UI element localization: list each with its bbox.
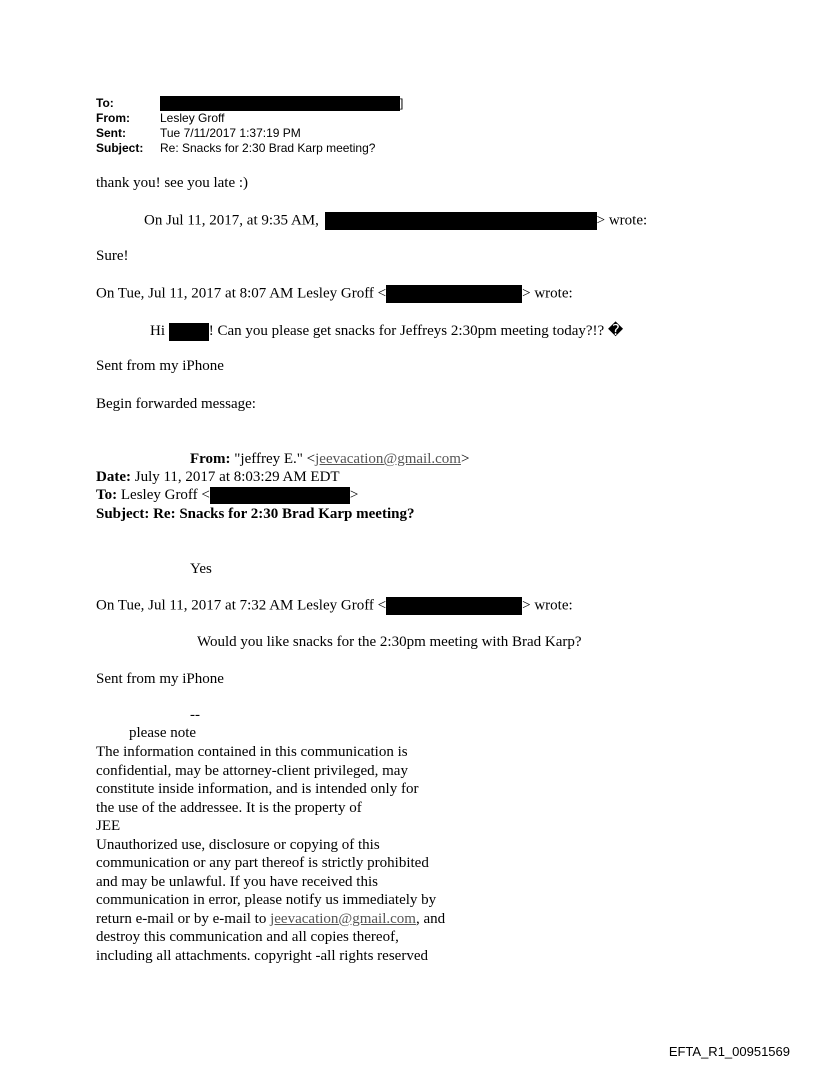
quote-line-2 [96,285,573,303]
fwd-from-label: From: [190,451,231,467]
sent-from-iphone-2: Sent from my iPhone [96,671,224,687]
redaction-bar [160,96,400,111]
hi-line [150,321,623,341]
to-value [160,96,403,111]
redaction-bar [386,597,522,615]
begin-forwarded: Begin forwarded message: [96,396,256,412]
fwd-to-label: To: [96,487,118,503]
fwd-subject-line [96,506,414,523]
question-line: Would you like snacks for the 2:30pm meeting with Brad Karp? [197,634,582,650]
to-bracket: ] [400,96,404,110]
disclaimer-line: The information contained in this communication is [96,744,408,760]
document-id: EFTA_R1_00951569 [668,1044,790,1059]
disclaimer-email-link[interactable]: jeevacation@gmail.com [270,910,416,927]
hi-suffix: ! Can you please get snacks for Jeffreys 2:30pm meeting today?!? � [208,323,624,339]
fwd-from-line [190,451,469,468]
subject-value: Re: Snacks for 2:30 Brad Karp meeting? [160,141,376,155]
quote-3-suffix: > wrote: [522,597,573,614]
subject-label: Subject: [96,141,144,155]
disclaimer-line: Unauthorized use, disclosure or copying of this [96,836,380,853]
from-value: Lesley Groff [160,111,225,125]
disclaimer-block [96,743,445,965]
quote-2-suffix: > wrote: [522,285,573,302]
redaction-bar [210,487,350,504]
fwd-date-line [96,469,340,486]
reply-line: thank you! see you late :) [96,175,249,191]
fwd-from-close: > [460,451,470,467]
sent-label: Sent: [96,126,126,140]
quote-3-prefix: On Tue, Jul 11, 2017 at 7:32 AM Lesley Groff < [96,597,387,614]
fwd-to-close: > [349,487,359,503]
fwd-date-value: July 11, 2017 at 8:03:29 AM EDT [134,469,340,485]
quote-1-suffix: > wrote: [596,212,648,229]
from-label: From: [96,111,130,125]
disclaimer-line [96,910,445,929]
hi-prefix: Hi [150,323,165,339]
sure-line: Sure! [96,248,129,264]
disclaimer-line: and may be unlawful. If you have received this [96,873,378,890]
disclaimer-line: the use of the addressee. It is the property of [96,799,362,816]
redaction-bar [386,285,522,303]
disclaimer-line: communication in error, please notify us immediately by [96,892,437,908]
quote-1-prefix: On Jul 11, 2017, at 9:35 AM, [144,212,319,229]
fwd-from-email-link[interactable]: jeevacation@gmail.com [315,451,461,467]
disclaimer-line: including all attachments. copyright -all rights reserved [96,947,428,964]
fwd-subject: Subject: Re: Snacks for 2:30 Brad Karp meeting? [96,506,415,522]
please-note: please note [129,725,197,741]
disclaimer-line: constitute inside information, and is intended only for [96,781,419,797]
to-label: To: [96,96,114,110]
disclaimer-return-prefix: return e-mail or by e-mail to [96,910,271,927]
disclaimer-return-suffix: , and [415,910,446,927]
quote-line-1 [144,212,647,230]
disclaimer-line: destroy this communication and all copies thereof, [96,929,399,945]
sent-value: Tue 7/11/2017 1:37:19 PM [160,126,301,140]
redaction-bar [169,323,209,341]
redaction-bar [325,212,597,230]
sent-from-iphone-1: Sent from my iPhone [96,358,224,374]
fwd-date-label: Date: [96,469,131,485]
disclaimer-line: communication or any part thereof is strictly prohibited [96,855,429,871]
fwd-from-name: "jeffrey E." < [234,451,316,467]
disclaimer-line: JEE [96,818,121,834]
yes-line: Yes [190,561,212,577]
signature-dash: -- [190,707,200,723]
disclaimer-line: confidential, may be attorney-client privileged, may [96,762,408,779]
quote-2-prefix: On Tue, Jul 11, 2017 at 8:07 AM Lesley Groff < [96,285,387,302]
quote-line-3 [96,597,573,615]
fwd-to-value: Lesley Groff < [120,487,210,503]
fwd-to-line [96,487,358,504]
